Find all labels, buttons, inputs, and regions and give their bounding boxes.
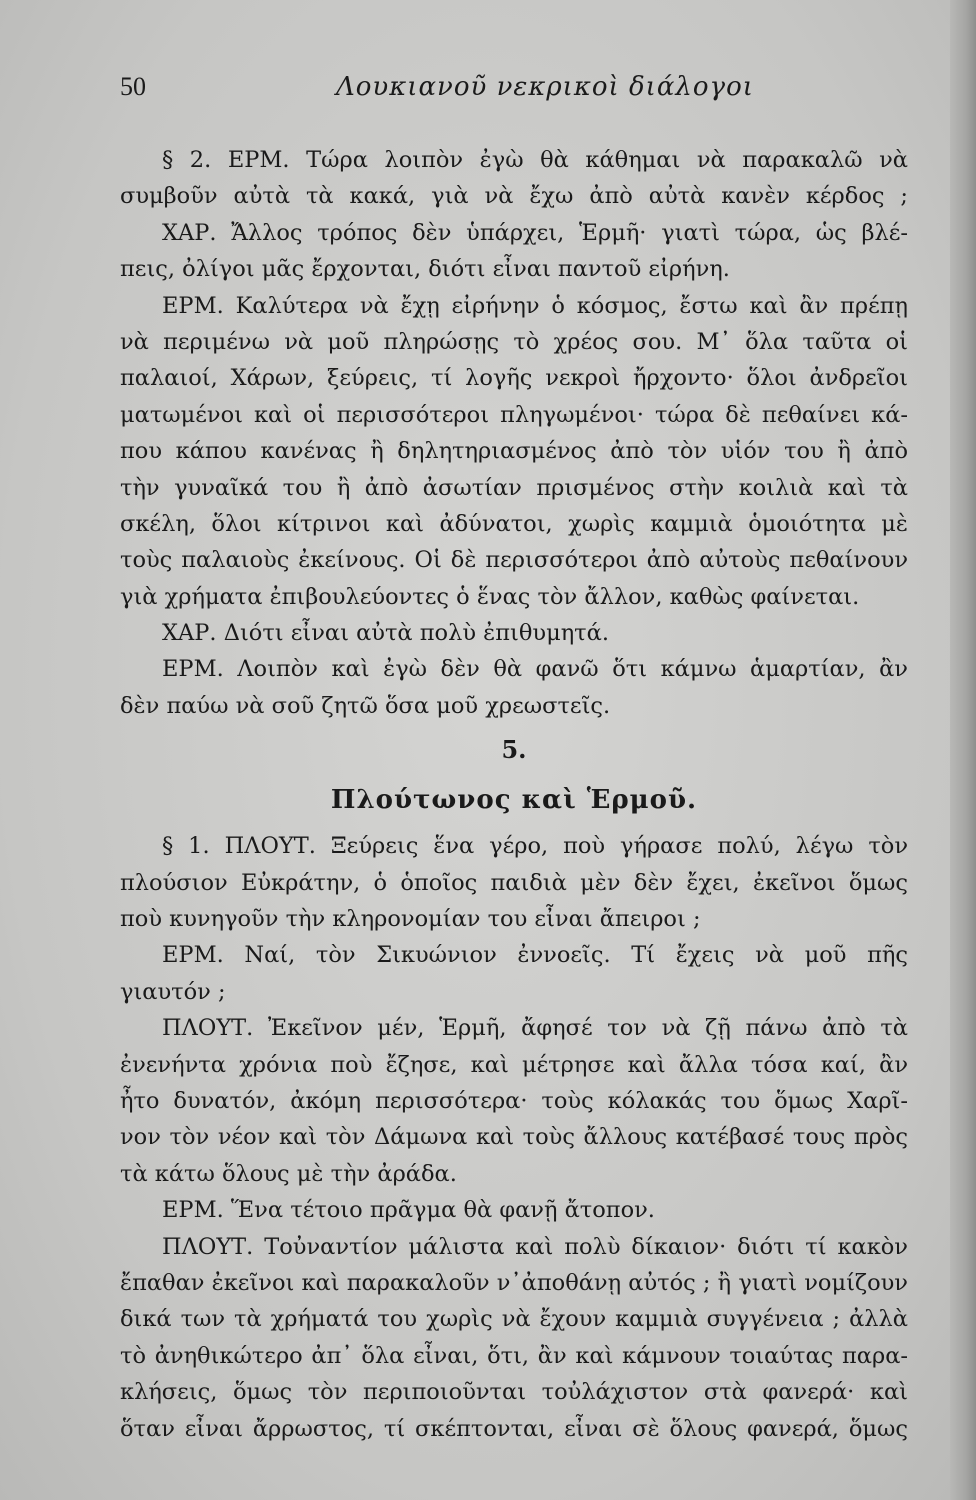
page-edge-shadow [950, 0, 976, 1500]
text-line: ΕΡΜ. Καλύτερα νὰ ἔχῃ εἰρήνην ὁ κόσμος, ἔστω καὶ ἂν πρέπῃ [162, 292, 908, 319]
text-line: γιὰ χρήματα ἐπιβουλεύοντες ὁ ἕνας τὸν ἄλλον, καθὼς φαίνεται. [120, 583, 860, 610]
text-line: ΠΛΟΥΤ. Τοὐναντίον μάλιστα καὶ πολὺ δίκαιον· διότι τί κακὸν [162, 1233, 908, 1260]
text-line: ΠΛΟΥΤ. Ἐκεῖνον μέν, Ἑρμῆ, ἄφησέ τον νὰ ζῇ πάνω ἀπὸ τὰ [162, 1015, 908, 1042]
text-line: τὴν γυναῖκά του ἢ ἀπὸ ἀσωτίαν πρισμένος στὴν κοιλιὰ καὶ τὰ [120, 474, 908, 501]
text-line: ἦτο δυνατόν, ἀκόμη περισσότερα· τοὺς κόλακάς του ὅμως Χαρῖ- [120, 1087, 908, 1114]
text-line: τοὺς παλαιοὺς ἐκείνους. Οἱ δὲ περισσότεροι ἀπὸ αὐτοὺς πεθαίνουν [120, 547, 908, 574]
page-header [120, 72, 900, 112]
text-line: σκέλη, ὅλοι κίτρινοι καὶ ἀδύνατοι, χωρὶς καμμιὰ ὁμοιότητα μὲ [120, 510, 908, 537]
text-line: νον τὸν νέον καὶ τὸν Δάμωνα καὶ τοὺς ἄλλους κατέβασέ τους πρὸς [120, 1124, 908, 1151]
section-bottom [120, 828, 908, 1447]
text-line: γιαυτόν ; [120, 978, 226, 1005]
text-line: ἐνενήντα χρόνια ποὺ ἔζησε, καὶ μέτρησε καὶ ἄλλα τόσα καί, ἂν [120, 1051, 908, 1078]
section-top [120, 142, 908, 724]
dialogue-title: Πλούτωνος καὶ Ἑρμοῦ. [330, 785, 698, 816]
text-line: τὸ ἀνηθικώτερο ἀπ᾽ ὅλα εἶναι, ὅτι, ἂν καὶ κάμνουν τοιαύτας παρα- [120, 1342, 908, 1369]
dialogue-number: 5. [501, 735, 527, 765]
text-line: ἔπαθαν ἐκεῖνοι καὶ παρακαλοῦν ν᾽ἀποθάνῃ αὐτός ; ἢ γιατὶ νομίζουν [120, 1269, 908, 1296]
text-line: νὰ περιμένω νὰ μοῦ πληρώσῃς τὸ χρέος σου. Μ᾽ ὅλα ταῦτα οἱ [120, 328, 908, 355]
text-line: δὲν παύω νὰ σοῦ ζητῶ ὅσα μοῦ χρεωστεῖς. [120, 692, 611, 719]
text-line: παλαιοί, Χάρων, ξεύρεις, τί λογῆς νεκροὶ ἤρχοντο· ὅλοι ἀνδρεῖοι [120, 365, 908, 392]
text-line: πεις, ὀλίγοι μᾶς ἔρχονται, διότι εἶναι παντοῦ εἰρήνη. [120, 256, 730, 283]
text-line: πλούσιον Εὐκράτην, ὁ ὁποῖος παιδιὰ μὲν δὲν ἔχει, ἐκεῖνοι ὅμως [120, 869, 908, 896]
text-line: συμβοῦν αὐτὰ τὰ κακά, γιὰ νὰ ἔχω ἀπὸ αὐτὰ κανὲν κέρδος ; [120, 183, 908, 210]
text-line: ΕΡΜ. Ναί, τὸν Σικυώνιον ἐννοεῖς. Τί ἔχεις νὰ μοῦ πῆς [162, 942, 908, 969]
text-line: ΧΑΡ. Ἄλλος τρόπος δὲν ὑπάρχει, Ἑρμῆ· γιατὶ τώρα, ὡς βλέ- [162, 219, 908, 246]
text-line: § 2. ΕΡΜ. Τώρα λοιπὸν ἐγὼ θὰ κάθημαι νὰ παρακαλῶ νὰ [162, 147, 908, 173]
text-line: ποὺ κυνηγοῦν τὴν κληρονομίαν του εἶναι ἄπειροι ; [120, 906, 701, 933]
text-line: που κάπου κανένας ἢ δηλητηριασμένος ἀπὸ τὸν υἱόν του ἢ ἀπὸ [120, 438, 908, 465]
page-number: 50 [120, 72, 146, 101]
text-line: κλήσεις, ὅμως τὸν περιποιοῦνται τοὐλάχιστον στὰ φανερά· καὶ [120, 1379, 908, 1406]
text-line: δικά των τὰ χρήματά του χωρὶς νὰ ἔχουν καμμιὰ συγγένεια ; ἀλλὰ [120, 1306, 908, 1333]
text-line: ματωμένοι καὶ οἱ περισσότεροι πληγωμένοι· τώρα δὲ πεθαίνει κά- [120, 401, 908, 428]
running-title: Λουκιανοῦ νεκρικοὶ διάλογοι [336, 72, 754, 102]
text-line: ὅταν εἶναι ἄρρωστος, τί σκέπτονται, εἶναι σὲ ὅλους φανερά, ὅμως [120, 1415, 908, 1442]
text-line: § 1. ΠΛΟΥΤ. Ξεύρεις ἕνα γέρο, ποὺ γήρασε πολύ, λέγω τὸν [162, 833, 908, 860]
text-line: ΧΑΡ. Διότι εἶναι αὐτὰ πολὺ ἐπιθυμητά. [162, 620, 609, 647]
text-line: ΕΡΜ. Λοιπὸν καὶ ἐγὼ δὲν θὰ φανῶ ὅτι κάμνω ἁμαρτίαν, ἂν [162, 656, 908, 683]
text-line: τὰ κάτω ὅλους μὲ τὴν ἀράδα. [120, 1160, 457, 1187]
text-line: ΕΡΜ. Ἕνα τέτοιο πρᾶγμα θὰ φανῇ ἄτοπον. [162, 1197, 655, 1224]
page-body [120, 142, 908, 1447]
